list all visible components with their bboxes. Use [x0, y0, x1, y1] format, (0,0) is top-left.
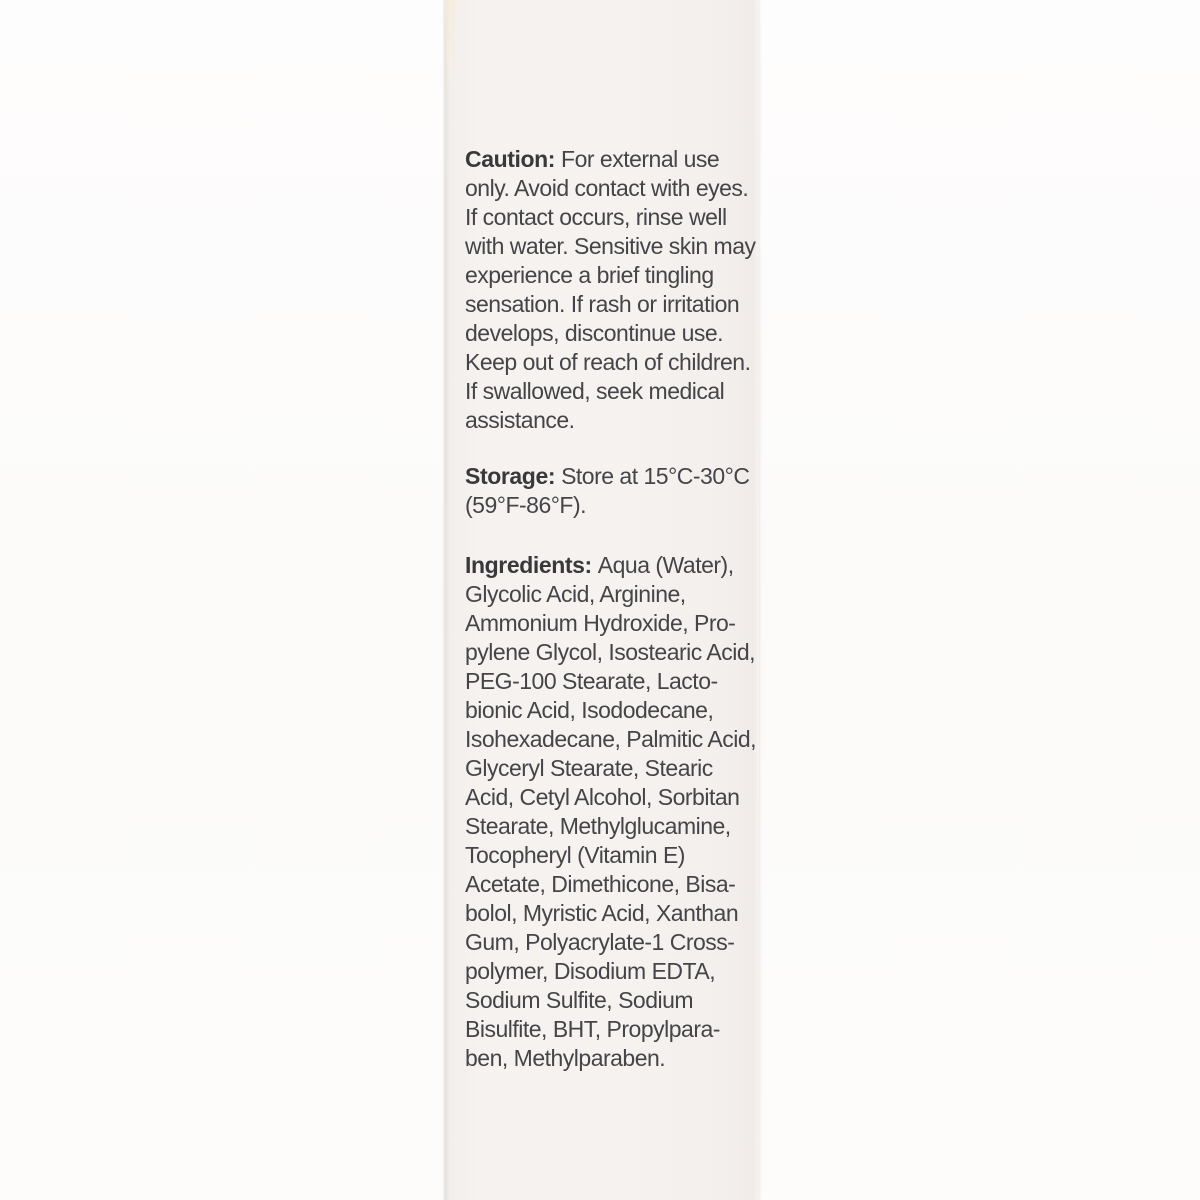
label-line: Isohexadecane, Palmitic Acid, [465, 726, 757, 752]
ingredients-first-line: Aqua (Water), [597, 552, 734, 578]
storage-section [465, 462, 755, 520]
label-line: Keep out of reach of children. [465, 349, 751, 375]
label-line: pylene Glycol, Isostearic Acid, [465, 639, 756, 665]
label-line: Sodium Sulfite, Sodium [465, 987, 694, 1013]
label-line: polymer, Disodium EDTA, [465, 958, 716, 984]
storage-heading: Storage: [465, 463, 556, 489]
label-text-block [465, 145, 755, 1073]
caution-section [465, 145, 755, 435]
label-line [465, 551, 755, 580]
label-line: Bisulfite, BHT, Propylpara- [465, 1016, 720, 1042]
storage-first-line: Store at 15°C-30°C [561, 463, 750, 489]
box-side-panel [445, 0, 759, 1200]
label-line: assistance. [465, 407, 575, 433]
label-line: Stearate, Methylglucamine, [465, 813, 731, 839]
caution-heading: Caution: [465, 146, 556, 172]
label-line: Ammonium Hydroxide, Pro- [465, 610, 736, 636]
label-line: Glyceryl Stearate, Stearic [465, 755, 713, 781]
label-line: only. Avoid contact with eyes. [465, 175, 749, 201]
label-line: experience a brief tingling [465, 262, 714, 288]
caution-first-line: For external use [561, 146, 720, 172]
label-line: Acetate, Dimethicone, Bisa- [465, 871, 736, 897]
label-line: (59°F-86°F). [465, 492, 587, 518]
ingredients-section [465, 551, 755, 1073]
label-line: If contact occurs, rinse well [465, 204, 727, 230]
label-line: ben, Methylparaben. [465, 1045, 666, 1071]
label-line: develops, discontinue use. [465, 320, 724, 346]
label-line: If swallowed, seek medical [465, 378, 725, 404]
panel-edge-highlight [445, 0, 455, 90]
label-line: Glycolic Acid, Arginine, [465, 581, 686, 607]
label-line [465, 462, 755, 491]
label-line: bolol, Myristic Acid, Xanthan [465, 900, 739, 926]
label-line: Tocopheryl (Vitamin E) [465, 842, 685, 868]
label-line: sensation. If rash or irritation [465, 291, 740, 317]
label-line: PEG-100 Stearate, Lacto- [465, 668, 718, 694]
label-line [465, 145, 755, 174]
label-line: Gum, Polyacrylate-1 Cross- [465, 929, 735, 955]
label-line: Acid, Cetyl Alcohol, Sorbitan [465, 784, 740, 810]
ingredients-heading: Ingredients: [465, 552, 592, 578]
label-line: bionic Acid, Isododecane, [465, 697, 714, 723]
label-line: with water. Sensitive skin may [465, 233, 756, 259]
